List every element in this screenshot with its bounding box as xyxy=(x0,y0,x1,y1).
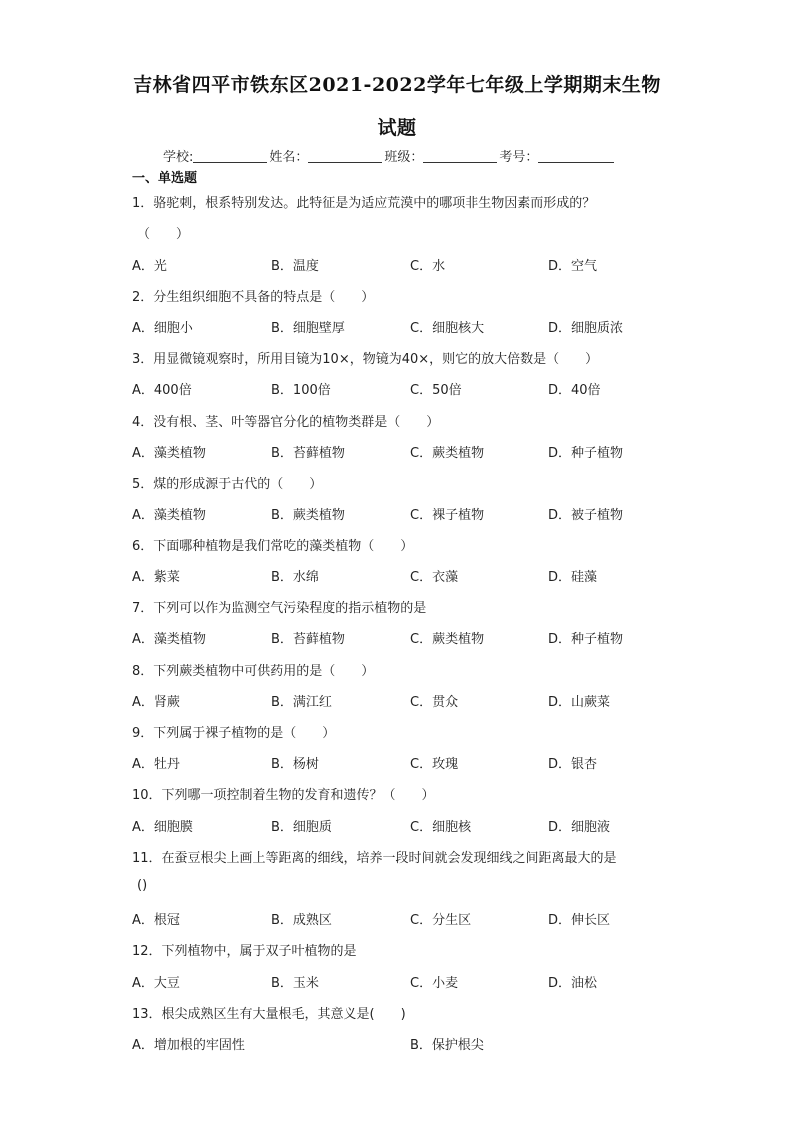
question-stem: 2．分生组织细胞不具备的特点是（ ） xyxy=(132,290,375,305)
question-stem: 6．下面哪种植物是我们常吃的藻类植物（ ） xyxy=(132,539,414,554)
option-d: D．细胞质浓 xyxy=(548,321,624,336)
option-b: B．保护根尖 xyxy=(410,1038,484,1053)
exam-title-line2: 试题 xyxy=(377,117,417,139)
question-stem: 4．没有根、茎、叶等器官分化的植物类群是（ ） xyxy=(132,415,440,430)
number-blank[interactable] xyxy=(538,148,614,163)
option-b: B．100倍 xyxy=(271,383,331,398)
question-stem-cont: () xyxy=(137,878,148,893)
option-b: B．温度 xyxy=(271,259,319,274)
number-label: 考号： xyxy=(499,150,539,165)
option-b: B．苔藓植物 xyxy=(271,632,345,647)
question-stem: 11．在蚕豆根尖上画上等距离的细线，培养一段时间就会发现细线之间距离最大的是 xyxy=(132,851,617,866)
option-d: D．伸长区 xyxy=(548,913,611,928)
question-options xyxy=(0,442,794,462)
question-options xyxy=(0,816,794,836)
option-b: B．细胞壁厚 xyxy=(271,321,345,336)
option-a: A．牡丹 xyxy=(132,757,180,772)
option-d: D．山蕨菜 xyxy=(548,695,611,710)
question-stem: 3．用显微镜观察时，所用目镜为10×，物镜为40×，则它的放大倍数是（ ） xyxy=(132,352,599,367)
question-options xyxy=(0,379,794,399)
option-b: B．玉米 xyxy=(271,976,319,991)
option-c: C．细胞核 xyxy=(410,820,472,835)
question-stem: 9．下列属于裸子植物的是（ ） xyxy=(132,726,336,741)
question-stem: 1．骆驼刺，根系特别发达。此特征是为适应荒漠中的哪项非生物因素而形成的？ xyxy=(132,196,596,211)
question-stem: 7．下列可以作为监测空气污染程度的指示植物的是 xyxy=(132,601,427,616)
question-options xyxy=(0,566,794,586)
option-b: B．细胞质 xyxy=(271,820,332,835)
student-info-row xyxy=(163,146,616,165)
option-d: D．油松 xyxy=(548,976,598,991)
question-options xyxy=(0,1034,794,1054)
question-options xyxy=(0,317,794,337)
option-a: A．增加根的牢固性 xyxy=(132,1038,245,1053)
question-stem: 12．下列植物中，属于双子叶植物的是 xyxy=(132,944,357,959)
option-c: C．分生区 xyxy=(410,913,472,928)
question-options xyxy=(0,255,794,275)
school-label: 学校: xyxy=(163,150,194,165)
question-options xyxy=(0,504,794,524)
name-blank[interactable] xyxy=(308,148,382,163)
section-heading: 一、单选题 xyxy=(132,171,198,186)
school-blank[interactable] xyxy=(193,148,267,163)
option-a: A．肾蕨 xyxy=(132,695,180,710)
question-stem: 13．根尖成熟区生有大量根毛，其意义是( ) xyxy=(132,1007,406,1022)
option-a: A．细胞小 xyxy=(132,321,193,336)
option-b: B．蕨类植物 xyxy=(271,508,345,523)
option-d: D．空气 xyxy=(548,259,598,274)
option-a: A．紫菜 xyxy=(132,570,180,585)
question-stem-cont: （ ） xyxy=(137,227,190,242)
question-options xyxy=(0,753,794,773)
option-c: C．蕨类植物 xyxy=(410,446,485,461)
class-blank[interactable] xyxy=(423,148,497,163)
option-a: A．根冠 xyxy=(132,913,180,928)
question-options xyxy=(0,691,794,711)
question-options xyxy=(0,972,794,992)
option-b: B．成熟区 xyxy=(271,913,332,928)
option-c: C．小麦 xyxy=(410,976,459,991)
question-stem: 5．煤的形成源于古代的（ ） xyxy=(132,477,323,492)
option-a: A．400倍 xyxy=(132,383,192,398)
question-stem: 10．下列哪一项控制着生物的发育和遗传？（ ） xyxy=(132,788,435,803)
option-d: D．40倍 xyxy=(548,383,601,398)
option-a: A．藻类植物 xyxy=(132,508,206,523)
option-d: D．种子植物 xyxy=(548,632,624,647)
option-a: A．藻类植物 xyxy=(132,446,206,461)
option-c: C．裸子植物 xyxy=(410,508,485,523)
option-b: B．苔藓植物 xyxy=(271,446,345,461)
option-a: A．光 xyxy=(132,259,167,274)
option-b: B．满江红 xyxy=(271,695,332,710)
option-d: D．银杏 xyxy=(548,757,598,772)
option-c: C．贯众 xyxy=(410,695,459,710)
option-b: B．水绵 xyxy=(271,570,319,585)
option-c: C．水 xyxy=(410,259,446,274)
name-label: 姓名： xyxy=(269,150,309,165)
option-c: C．细胞核大 xyxy=(410,321,485,336)
option-c: C．蕨类植物 xyxy=(410,632,485,647)
option-c: C．衣藻 xyxy=(410,570,459,585)
question-options xyxy=(0,628,794,648)
class-label: 班级： xyxy=(384,150,424,165)
question-options xyxy=(0,909,794,929)
question-stem: 8．下列蕨类植物中可供药用的是（ ） xyxy=(132,664,375,679)
option-d: D．硅藻 xyxy=(548,570,598,585)
option-d: D．种子植物 xyxy=(548,446,624,461)
option-d: D．细胞液 xyxy=(548,820,611,835)
option-b: B．杨树 xyxy=(271,757,319,772)
option-a: A．藻类植物 xyxy=(132,632,206,647)
option-d: D．被子植物 xyxy=(548,508,624,523)
exam-title-line1: 吉林省四平市铁东区2021-2022学年七年级上学期期末生物 xyxy=(133,74,661,96)
option-c: C．玫瑰 xyxy=(410,757,459,772)
option-c: C．50倍 xyxy=(410,383,462,398)
option-a: A．细胞膜 xyxy=(132,820,193,835)
option-a: A．大豆 xyxy=(132,976,180,991)
